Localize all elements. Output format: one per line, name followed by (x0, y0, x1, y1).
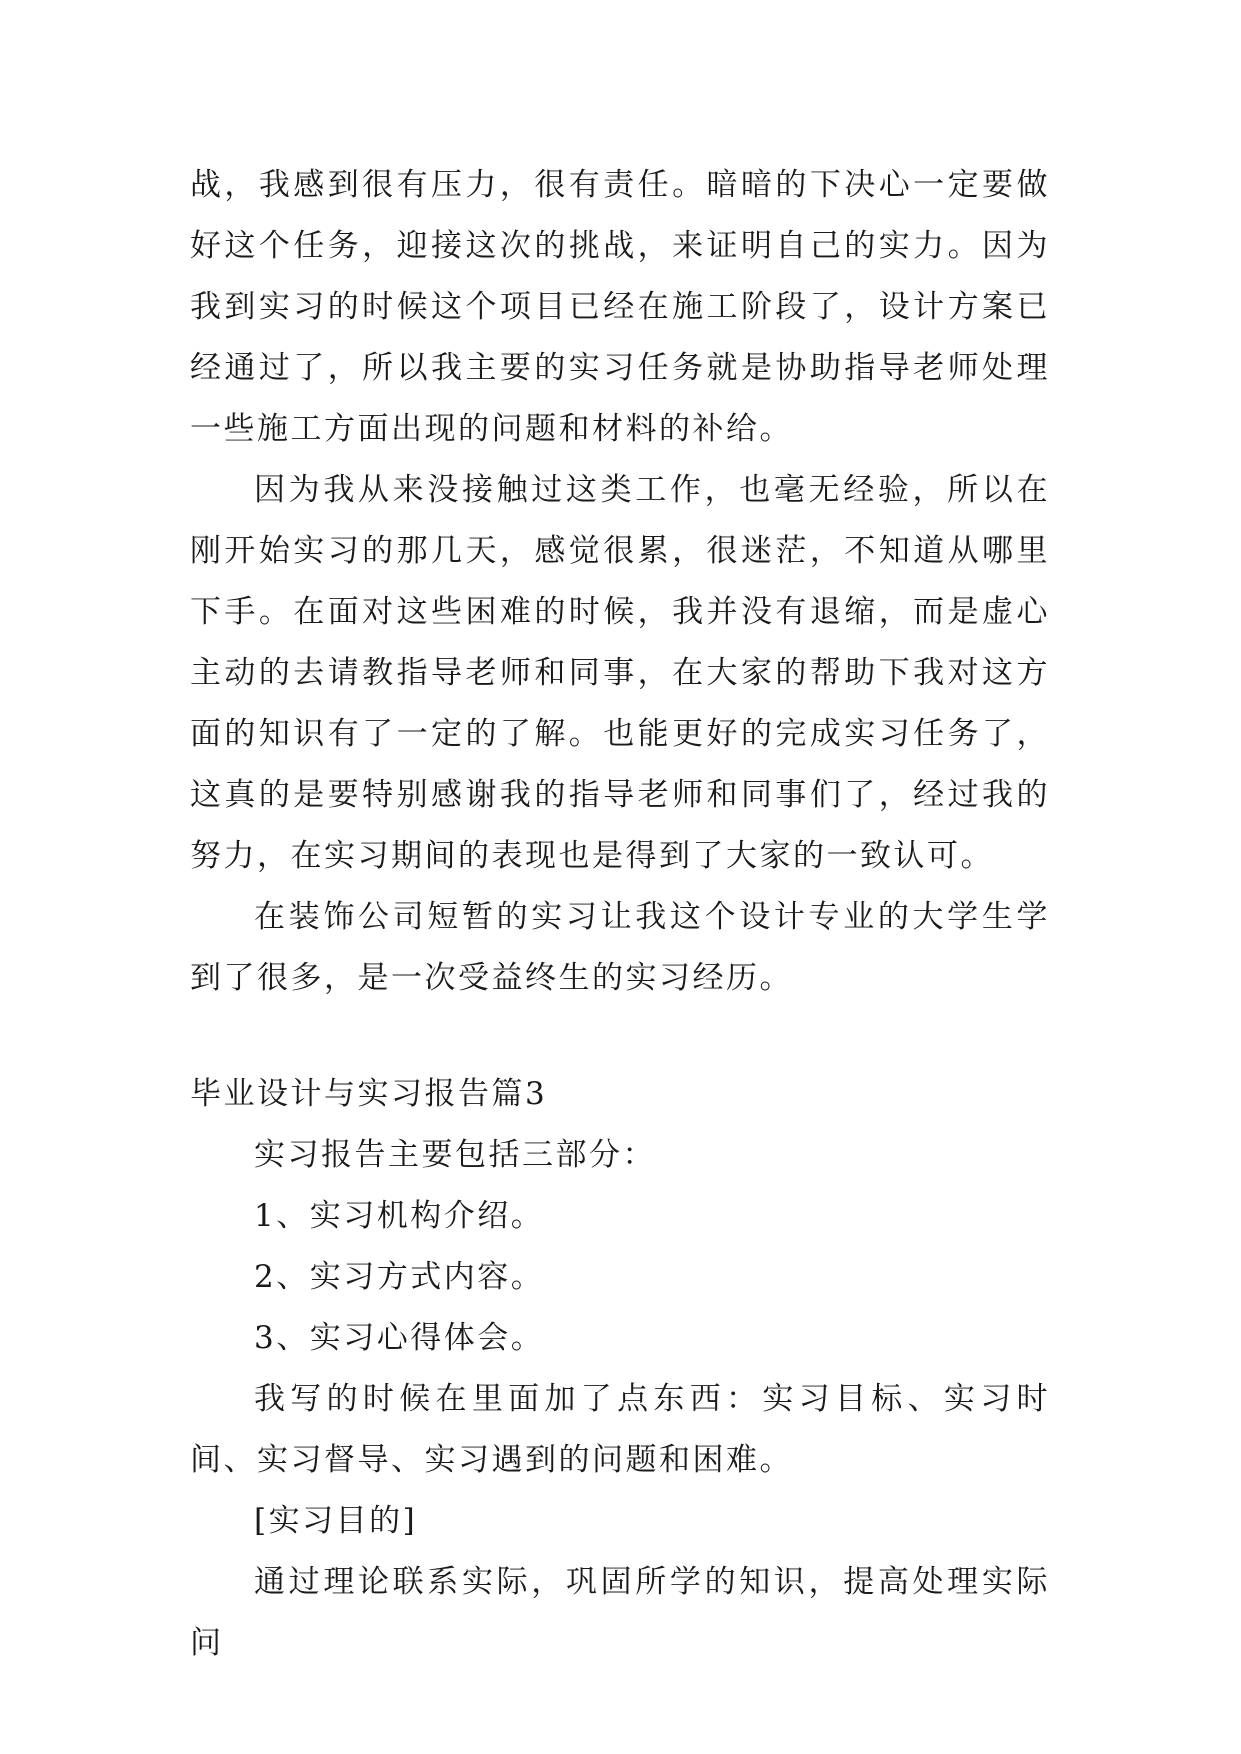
paragraph: 战，我感到很有压力，很有责任。暗暗的下决心一定要做好这个任务，迎接这次的挑战，来证明自己的实力。因为我到实习的时候这个项目已经在施工阶段了，设计方案已经通过了，所以我主要的实习任务就是协助指导老师处理一些施工方面出现的问题和材料的补给。 (190, 167, 1050, 447)
list-item: 1、实习机构介绍。 (254, 1198, 545, 1234)
list-item: 2、实习方式内容。 (254, 1259, 545, 1295)
paragraph: 在装饰公司短暂的实习让我这个设计专业的大学生学到了很多，是一次受益终生的实习经历。 (190, 899, 1050, 996)
section-heading: 毕业设计与实习报告篇3 (190, 1076, 548, 1112)
paragraph: 通过理论联系实际，巩固所学的知识，提高处理实际问 (190, 1564, 1050, 1661)
subsection-label: [实习目的] (254, 1503, 418, 1539)
list-item: 3、实习心得体会。 (254, 1320, 545, 1356)
document-body (190, 155, 1050, 1674)
paragraph: 实习报告主要包括三部分： (254, 1137, 656, 1173)
paragraph: 我写的时候在里面加了点东西：实习目标、实习时间、实习督导、实习遇到的问题和困难。 (190, 1381, 1050, 1478)
paragraph: 因为我从来没接触过这类工作，也毫无经验，所以在刚开始实习的那几天，感觉很累，很迷茫，不知道从哪里下手。在面对这些困难的时候，我并没有退缩，而是虚心主动的去请教指导老师和同事，在大家的帮助下我对这方面的知识有了一定的了解。也能更好的完成实习任务了，这真的是要特别感谢我的指导老师和同事们了，经过我的努力，在实习期间的表现也是得到了大家的一致认可。 (190, 472, 1050, 874)
